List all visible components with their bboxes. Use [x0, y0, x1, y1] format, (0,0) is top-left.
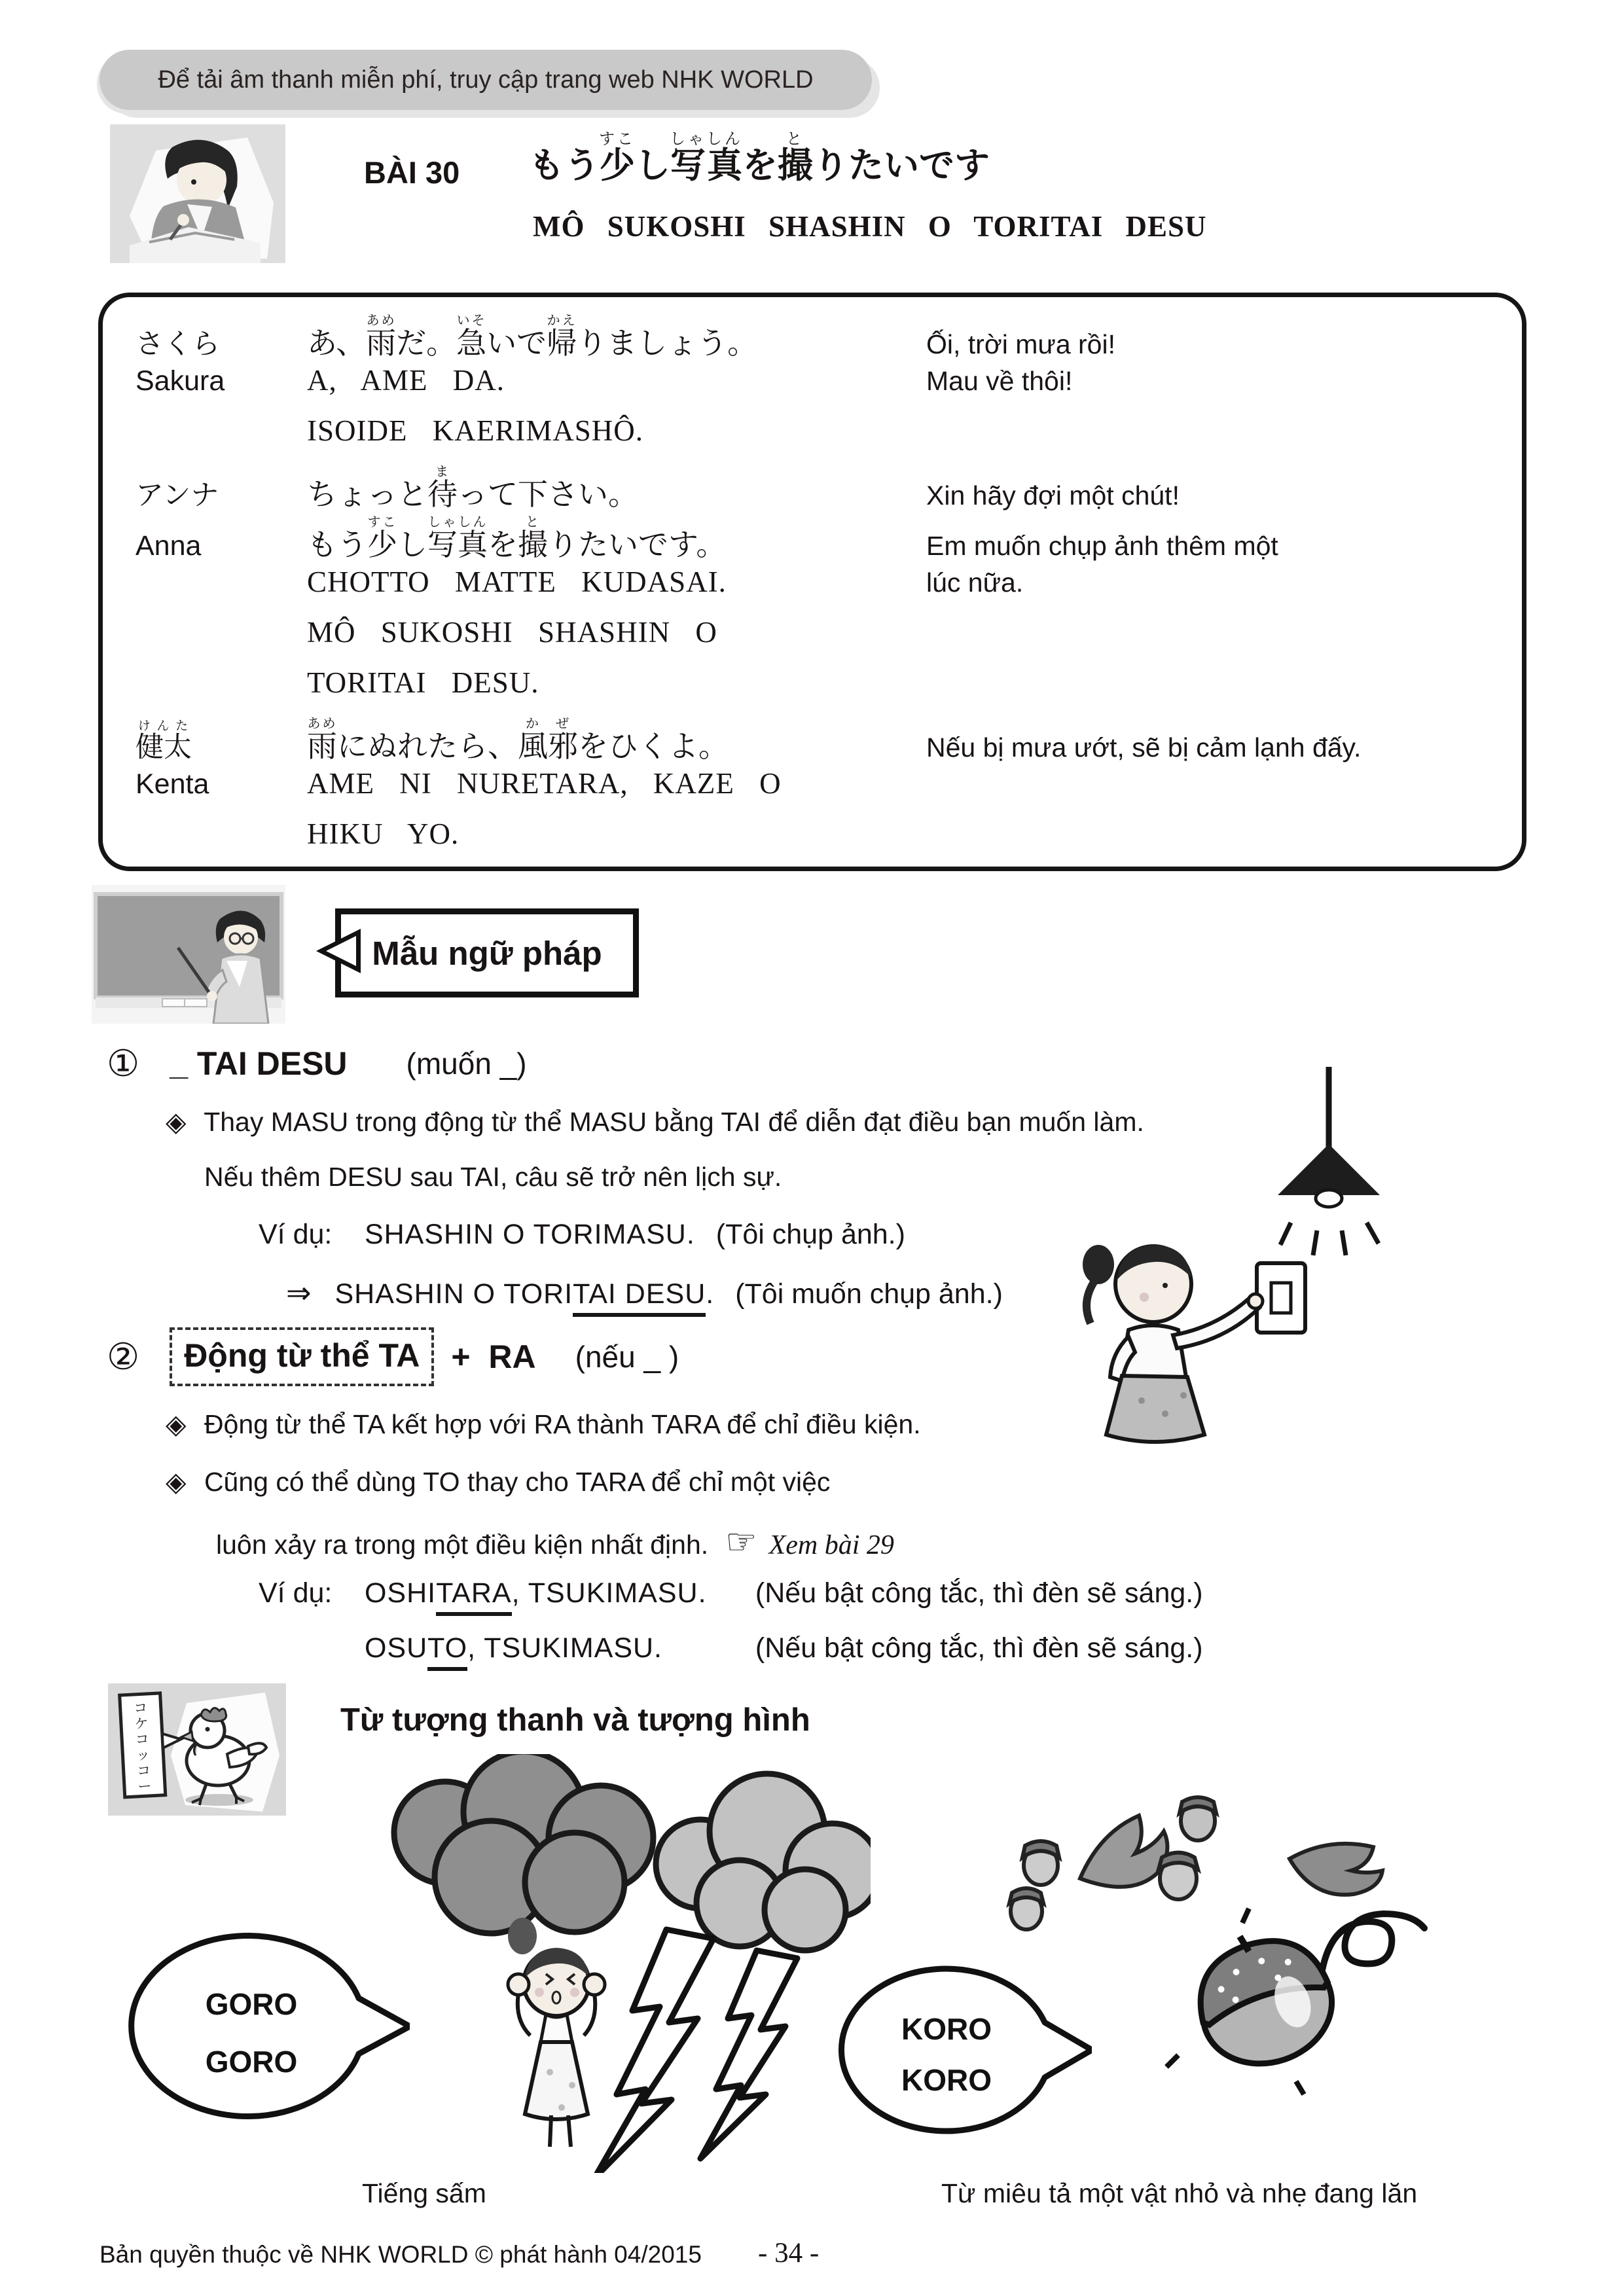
- grammar-point1-heading: [107, 1042, 527, 1085]
- point1-number: ①: [107, 1043, 140, 1084]
- pointing-hand-icon: ☞: [725, 1522, 757, 1562]
- dialogue-translation-vietnamese: Em muốn chụp ảnh thêm một: [926, 531, 1278, 561]
- dialogue-box: [98, 293, 1526, 871]
- dialogue-line-romaji: AME NI NURETARA, KAZE O: [307, 767, 782, 800]
- dialogue-line-romaji: A, AME DA.: [307, 364, 505, 397]
- thunder-caption: Tiếng sấm: [362, 2178, 486, 2208]
- point1-example-2: [286, 1275, 1003, 1310]
- dialogue-line-japanese: 雨あめにぬれたら、風邪かぜをひくよ。: [307, 715, 729, 764]
- point2-note-2-cont-text: luôn xảy ra trong một điều kiện nhất định.: [216, 1530, 709, 1560]
- point2-pattern-boxed: Động từ thể TA: [170, 1327, 434, 1386]
- dialogue-row: [103, 514, 1522, 565]
- diamond-bullet-icon: ◈: [166, 1107, 187, 1137]
- goro-line-1: GORO: [205, 1987, 298, 2021]
- dialogue-line-romaji: TORITAI DESU.: [307, 666, 539, 699]
- dialogue-translation-vietnamese: Ối, trời mưa rồi!: [926, 329, 1115, 359]
- goro-speech-bubble: [128, 1929, 410, 2129]
- dialogue-row: [103, 464, 1522, 514]
- example-1-gloss: (Tôi chụp ảnh.): [715, 1219, 905, 1250]
- student-illustration: [110, 124, 285, 266]
- chicken-illustration: [108, 1683, 286, 1819]
- dialogue-row: [103, 766, 1522, 817]
- dialogue-line-romaji: HIKU YO.: [307, 817, 460, 850]
- grammar-point2-heading: [107, 1327, 679, 1386]
- dialogue-translation-vietnamese: lúc nữa.: [926, 567, 1024, 598]
- dialogue-row: [103, 716, 1522, 766]
- dialogue-row: [103, 313, 1522, 363]
- example-label: Ví dụ:: [259, 1577, 333, 1609]
- example-2-romaji: OSUTO, TSUKIMASU.: [365, 1632, 734, 1664]
- point1-gloss: (muốn _): [406, 1047, 527, 1081]
- dialogue-line-japanese: あ、雨あめだ。急いそいで帰かえりましょう。: [307, 312, 758, 361]
- point1-note-2-text: Nếu thêm DESU sau TAI, câu sẽ trở nên lịch sự.: [204, 1162, 782, 1192]
- point2-note-2-text: Cũng có thể dùng TO thay cho TARA để chỉ một việc: [204, 1467, 831, 1497]
- koro-speech-bubble: [837, 1962, 1092, 2142]
- lesson-title-japanese-text: もう少すこし写真しゃしんを撮とりたいです: [529, 130, 990, 186]
- point1-pattern: _ TAI DESU: [170, 1045, 348, 1082]
- grammar-section-title: Mẫu ngữ pháp: [372, 934, 602, 972]
- dialogue-line-japanese: もう少すこし写真しゃしんを撮とりたいです。: [307, 514, 727, 562]
- audio-download-banner: [99, 50, 872, 110]
- point2-gloss: (nếu _ ): [575, 1340, 679, 1374]
- light-switch-illustration: [1060, 1067, 1414, 1450]
- dialogue-row: [103, 817, 1522, 867]
- dialogue-row: [103, 414, 1522, 464]
- example-1-romaji: OSHITARA, TSUKIMASU.: [365, 1577, 734, 1609]
- banner-text: Để tải âm thanh miễn phí, truy cập trang web NHK WORLD: [158, 65, 814, 94]
- grammar-section-bubble: [335, 908, 639, 997]
- point2-note-1-text: Động từ thể TA kết hợp với RA thành TARA để chỉ điều kiện.: [204, 1409, 921, 1439]
- speaker-name: さくら: [135, 328, 220, 361]
- dialogue-row: [103, 666, 1522, 716]
- speaker-name: Kenta: [135, 768, 209, 800]
- dialogue-rows: [103, 313, 1522, 867]
- dialogue-row: [103, 565, 1522, 615]
- koro-line-1: KORO: [901, 2012, 992, 2046]
- dialogue-line-romaji: MÔ SUKOSHI SHASHIN O: [307, 616, 717, 649]
- dialogue-translation-vietnamese: Xin hãy đợi một chút!: [926, 480, 1180, 511]
- lesson-title-romaji: MÔ SUKOSHI SHASHIN O TORITAI DESU: [533, 210, 1207, 243]
- arrow-icon: ⇒: [286, 1276, 312, 1310]
- copyright-text: Bản quyền thuộc về NHK WORLD © phát hành 04/2015: [99, 2241, 702, 2268]
- diamond-bullet-icon: ◈: [166, 1467, 187, 1497]
- page-number: - 34 -: [758, 2238, 820, 2269]
- example-2-romaji: SHASHIN O TORITAI DESU.: [335, 1278, 715, 1317]
- dialogue-row: [103, 363, 1522, 414]
- example-2-gloss: (Nếu bật công tắc, thì đèn sẽ sáng.): [755, 1632, 1203, 1664]
- dialogue-row: [103, 615, 1522, 666]
- teacher-illustration: [92, 885, 285, 1027]
- onomatopoeia-heading: Từ tượng thanh và tượng hình: [340, 1702, 810, 1738]
- point1-note-2: [204, 1162, 782, 1193]
- point2-note-2-continued: [216, 1521, 894, 1562]
- dialogue-line-romaji: CHOTTO MATTE KUDASAI.: [307, 565, 727, 598]
- speaker-name: アンナ: [135, 479, 219, 512]
- lesson-number: BÀI 30: [364, 155, 460, 190]
- speaker-name: Anna: [135, 530, 202, 562]
- diamond-bullet-icon: ◈: [166, 1409, 187, 1439]
- dialogue-translation-vietnamese: Nếu bị mưa ướt, sẽ bị cảm lạnh đấy.: [926, 732, 1362, 762]
- point1-note-1: [166, 1106, 1144, 1138]
- dialogue-line-romaji: ISOIDE KAERIMASHÔ.: [307, 414, 643, 447]
- example-1-romaji: SHASHIN O TORIMASU.: [364, 1219, 695, 1250]
- point2-number: ②: [107, 1336, 140, 1377]
- example-1-gloss: (Nếu bật công tắc, thì đèn sẽ sáng.): [755, 1577, 1203, 1609]
- dialogue-line-japanese: ちょっと待まって下さい。: [307, 463, 638, 512]
- point1-example-1: [259, 1219, 905, 1251]
- rolling-caption: Từ miêu tả một vật nhỏ và nhẹ đang lăn: [941, 2178, 1418, 2208]
- dialogue-translation-vietnamese: Mau về thôi!: [926, 366, 1073, 396]
- example-2-gloss: (Tôi muốn chụp ảnh.): [735, 1278, 1003, 1310]
- point2-example-2: [259, 1632, 1203, 1664]
- example-label: Ví dụ:: [259, 1219, 333, 1250]
- point2-note-2: [166, 1466, 830, 1498]
- point2-pattern-rest: + RA: [451, 1338, 536, 1375]
- goro-line-2: GORO: [205, 2045, 298, 2079]
- koro-line-2: KORO: [901, 2063, 992, 2097]
- point2-note-1: [166, 1408, 921, 1440]
- chicken-cry-text: コケコッコー: [133, 1700, 153, 1795]
- point1-note-1-text: Thay MASU trong động từ thể MASU bằng TAI để diễn đạt điều bạn muốn làm.: [204, 1107, 1144, 1137]
- speaker-name: 健太けんた: [135, 719, 192, 764]
- see-lesson-reference: Xem bài 29: [768, 1530, 894, 1560]
- speaker-name: Sakura: [135, 365, 225, 397]
- point2-example-1: [259, 1577, 1203, 1609]
- lesson-title-japanese: [529, 130, 990, 186]
